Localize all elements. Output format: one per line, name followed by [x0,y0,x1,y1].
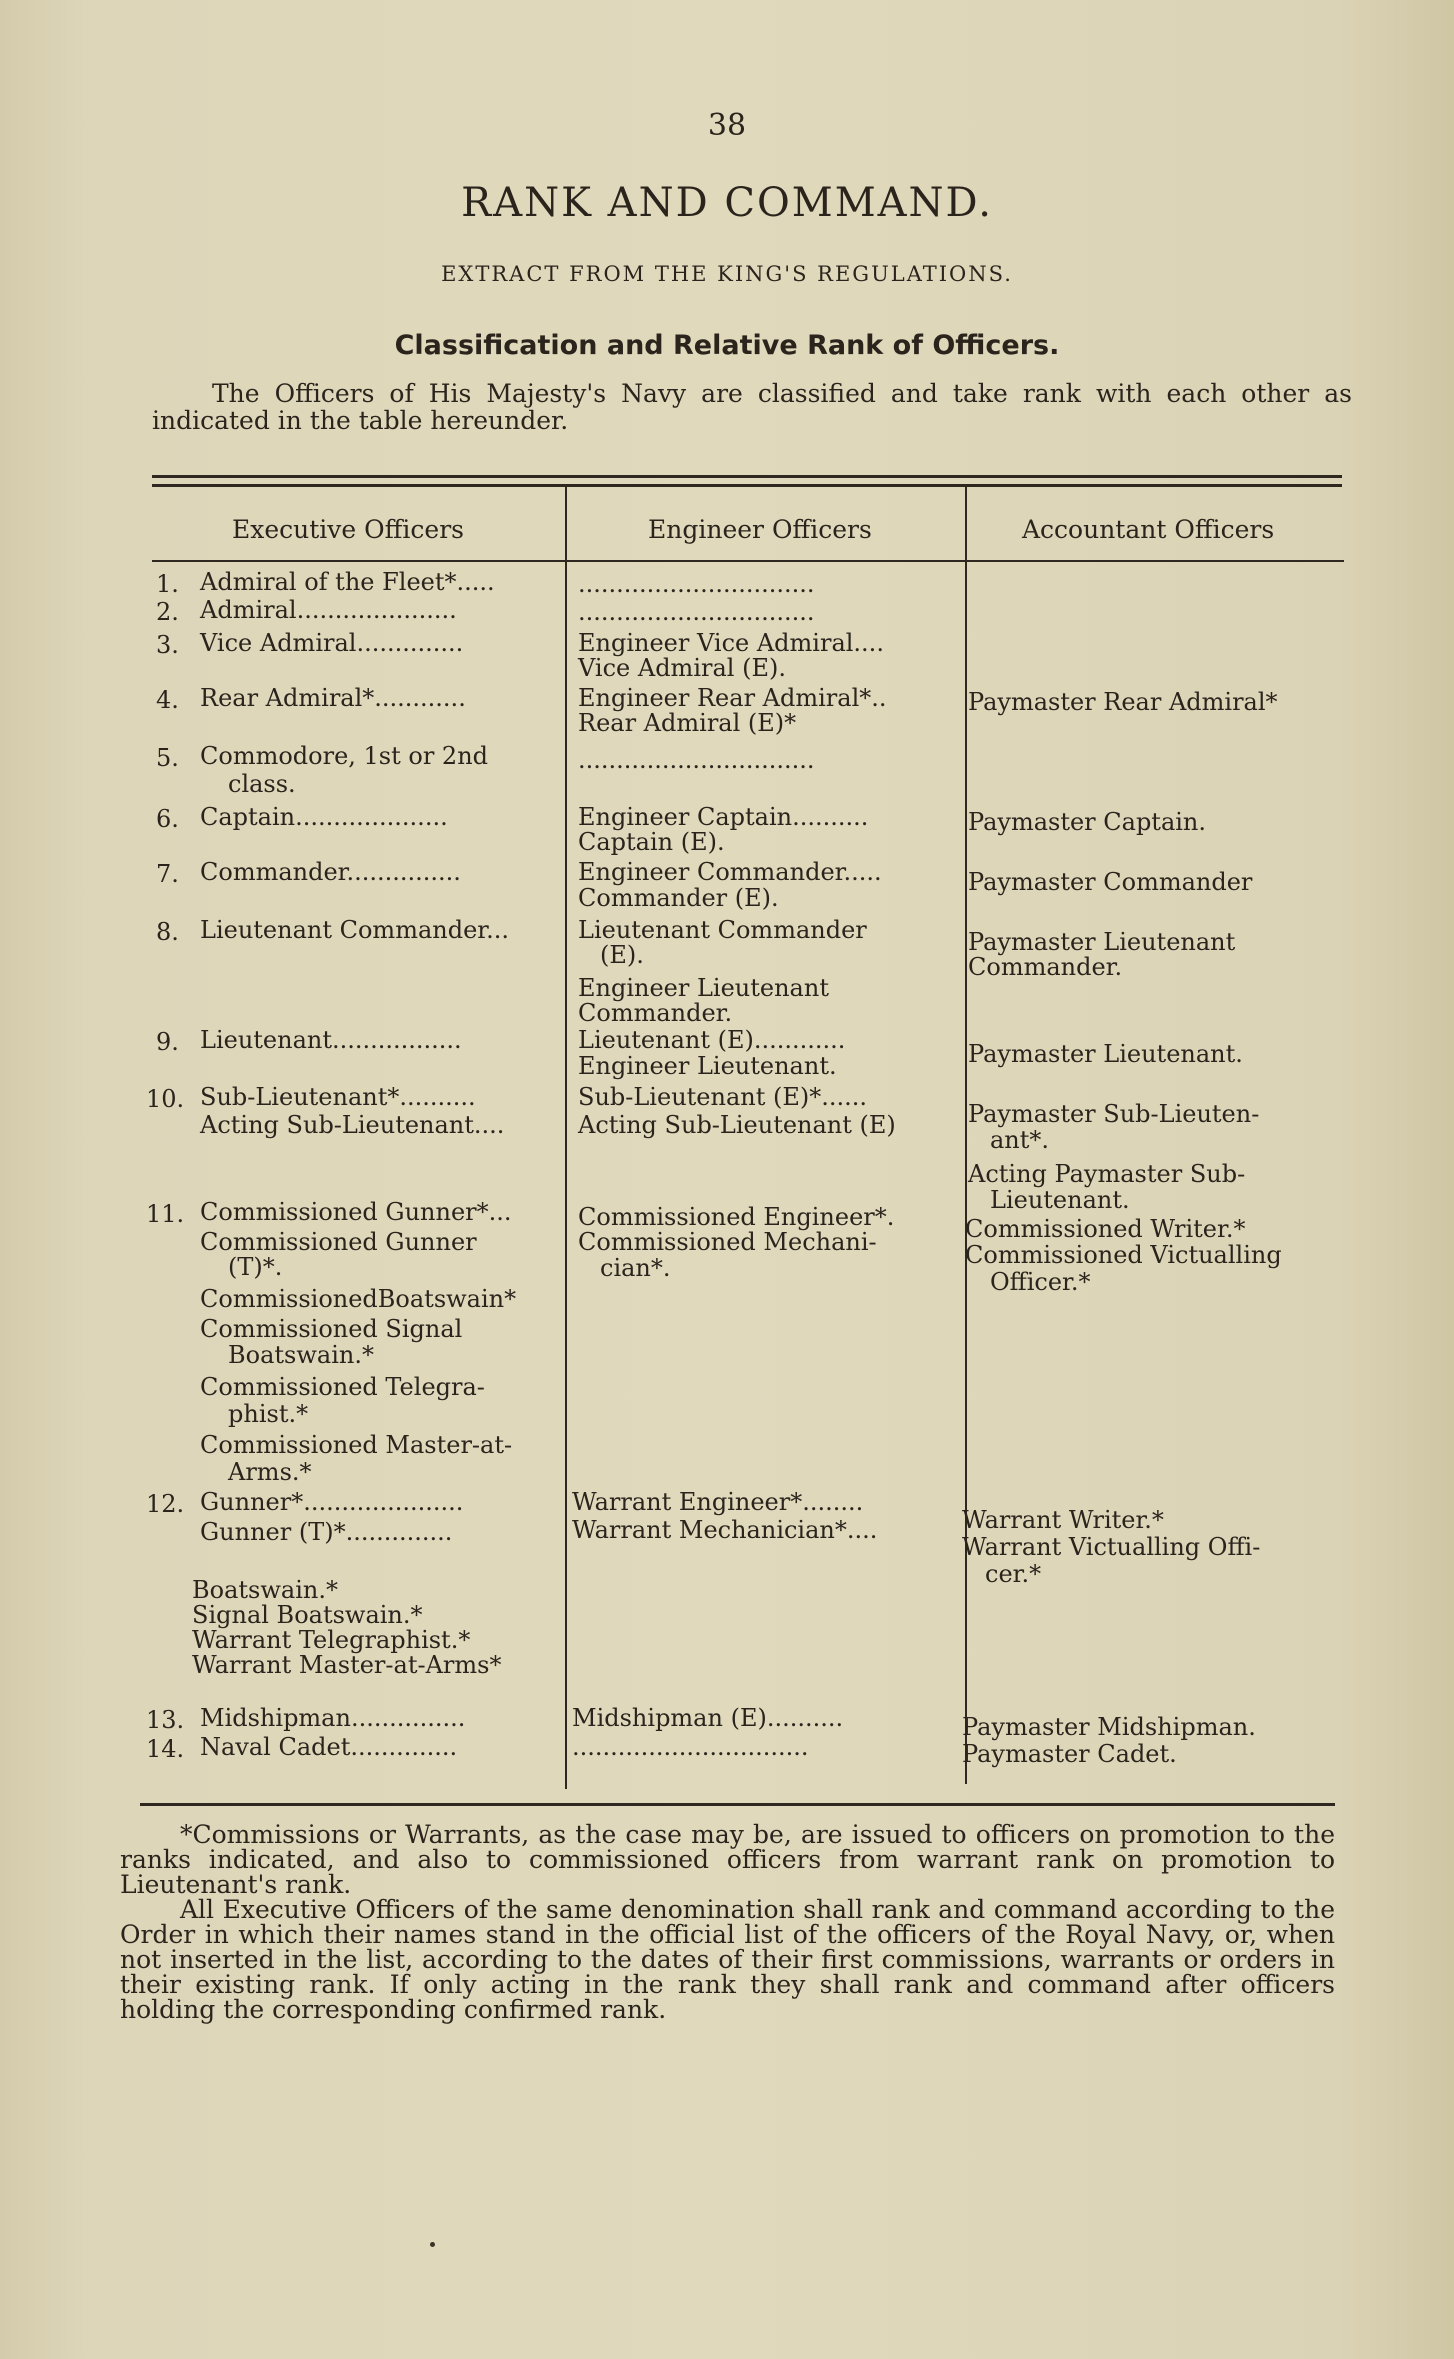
executive-rank: Warrant Master-at-Arms* [192,1651,502,1679]
page-title: RANK AND COMMAND. [461,180,993,226]
header-accountant: Accountant Officers [1022,515,1275,544]
executive-rank: Lieutenant Commander... [200,916,509,944]
executive-rank: Commissioned Telegra- [200,1373,485,1401]
executive-rank: Captain.................... [200,803,448,831]
engineer-rank: ............................... [578,598,815,626]
executive-rank: Lieutenant................. [200,1026,462,1054]
engineer-rank: Engineer Lieutenant [578,974,829,1002]
accountant-rank: Commissioned Victualling [965,1241,1282,1269]
rank-number: 6. [156,805,179,833]
table-header-rule [152,560,1344,562]
table-top-rule [152,475,1342,478]
accountant-rank: Paymaster Sub-Lieuten- [968,1100,1260,1128]
engineer-rank: Sub-Lieutenant (E)*...... [578,1083,868,1111]
accountant-rank: Paymaster Lieutenant. [968,1040,1243,1068]
engineer-rank: Lieutenant Commander [578,916,867,944]
executive-rank: Acting Sub-Lieutenant.... [200,1111,505,1139]
section-heading: Classification and Relative Rank of Officers. [394,330,1060,361]
rank-number: 9. [156,1028,179,1056]
accountant-rank: Paymaster Midshipman. [962,1713,1256,1741]
rank-number: 8. [156,918,179,946]
accountant-rank-cont: Officer.* [990,1268,1091,1296]
footnote-paragraph-1: *Commissions or Warrants, as the case may be, are issued to officers on promotion to the ranks indicated, and also to commissioned officers from warrant rank on promotion to Lieutenant's rank. [120,1820,1335,1899]
engineer-rank: ............................... [578,746,815,774]
executive-rank: Sub-Lieutenant*.......... [200,1083,476,1111]
engineer-rank: ............................... [572,1733,809,1761]
rank-number: 2. [156,598,179,626]
engineer-rank: Engineer Captain.......... [578,803,869,831]
engineer-rank: Commander. [578,999,733,1027]
executive-rank: Commissioned Gunner [200,1228,477,1256]
executive-rank: Midshipman............... [200,1704,466,1732]
rank-number: 14. [146,1735,185,1763]
engineer-rank: Warrant Mechanician*.... [572,1516,878,1544]
accountant-rank-cont: Lieutenant. [990,1186,1130,1214]
executive-rank-cont: phist.* [228,1400,309,1428]
executive-rank-cont: (T)*. [228,1253,283,1281]
rank-number: 11. [146,1200,185,1228]
executive-rank: Commissioned Gunner*... [200,1198,512,1226]
intro-paragraph [152,380,1352,434]
accountant-rank: Paymaster Commander [968,868,1253,896]
column-divider-2 [965,484,967,1784]
accountant-rank: Paymaster Cadet. [962,1740,1177,1768]
accountant-rank: Acting Paymaster Sub- [968,1160,1246,1188]
engineer-rank: Engineer Lieutenant. [578,1052,837,1080]
executive-rank: Vice Admiral.............. [200,629,464,657]
executive-rank: Signal Boatswain.* [192,1601,423,1629]
accountant-rank-cont: ant*. [990,1126,1050,1154]
column-divider-1 [565,484,567,1789]
executive-rank: Commander............... [200,858,461,886]
rank-number: 13. [146,1706,185,1734]
engineer-rank-cont: cian*. [600,1254,671,1282]
table-bottom-rule [140,1803,1335,1806]
rank-number: 4. [156,686,179,714]
stray-mark [430,2242,435,2247]
accountant-rank: Commissioned Writer.* [965,1215,1246,1243]
rank-number: 12. [146,1490,185,1518]
executive-rank: CommissionedBoatswain* [200,1285,517,1313]
table-top-rule-double [152,484,1342,487]
engineer-rank: Commander (E). [578,884,779,912]
accountant-rank: Paymaster Lieutenant [968,928,1236,956]
engineer-rank-cont: (E). [600,941,644,969]
accountant-rank: Warrant Victualling Offi- [962,1533,1261,1561]
rank-number: 7. [156,860,179,888]
accountant-rank: Warrant Writer.* [962,1506,1164,1534]
executive-rank: Warrant Telegraphist.* [192,1626,471,1654]
engineer-rank: Engineer Commander..... [578,858,882,886]
rank-number: 3. [156,631,179,659]
page-number: 38 [707,108,747,143]
engineer-rank: ............................... [578,570,815,598]
executive-rank-cont: class. [228,770,296,798]
executive-rank: Boatswain.* [192,1576,338,1604]
header-engineer: Engineer Officers [648,515,872,544]
engineer-rank: Warrant Engineer*........ [572,1488,864,1516]
engineer-rank: Midshipman (E).......... [572,1704,844,1732]
header-executive: Executive Officers [232,515,464,544]
executive-rank-cont: Boatswain.* [228,1341,374,1369]
engineer-rank: Lieutenant (E)............ [578,1026,846,1054]
executive-rank: Naval Cadet.............. [200,1733,458,1761]
footnote-paragraph-2: All Executive Officers of the same denomination shall rank and command according to the Order in which their names stand in the official list of the officers of the Royal Navy, or, when not inserted in the list, according to the dates of their first commissions, warrants or orders in their existing rank. If only acting in the rank they shall rank and command after officers holding the corresponding confirmed rank. [120,1895,1335,2024]
engineer-rank: Acting Sub-Lieutenant (E) [578,1111,896,1139]
executive-rank: Commissioned Master-at- [200,1431,513,1459]
rank-number: 5. [156,744,179,772]
executive-rank: Gunner (T)*.............. [200,1518,453,1546]
engineer-rank: Engineer Vice Admiral.... [578,629,884,657]
engineer-rank: Rear Admiral (E)* [578,709,797,737]
footnote [120,1822,1335,2022]
engineer-rank: Commissioned Engineer*. [578,1203,895,1231]
engineer-rank: Vice Admiral (E). [578,654,786,682]
executive-rank: Admiral of the Fleet*..... [200,568,495,596]
accountant-rank: Paymaster Captain. [968,808,1207,836]
executive-rank: Rear Admiral*............ [200,684,466,712]
accountant-rank: Paymaster Rear Admiral* [968,688,1278,716]
executive-rank-cont: Arms.* [228,1458,312,1486]
intro-text: The Officers of His Majesty's Navy are classified and take rank with each other as indicated in the table hereunder. [152,379,1352,435]
accountant-rank-cont: cer.* [985,1560,1042,1588]
page-subtitle: EXTRACT FROM THE KING'S REGULATIONS. [441,262,1013,286]
executive-rank: Commissioned Signal [200,1315,463,1343]
executive-rank: Admiral..................... [200,596,457,624]
accountant-rank: Commander. [968,953,1123,981]
executive-rank: Commodore, 1st or 2nd [200,742,489,770]
rank-number: 10. [146,1085,185,1113]
engineer-rank: Captain (E). [578,828,725,856]
engineer-rank: Engineer Rear Admiral*.. [578,684,887,712]
executive-rank: Gunner*..................... [200,1488,464,1516]
engineer-rank: Commissioned Mechani- [578,1228,877,1256]
rank-number: 1. [156,570,179,598]
